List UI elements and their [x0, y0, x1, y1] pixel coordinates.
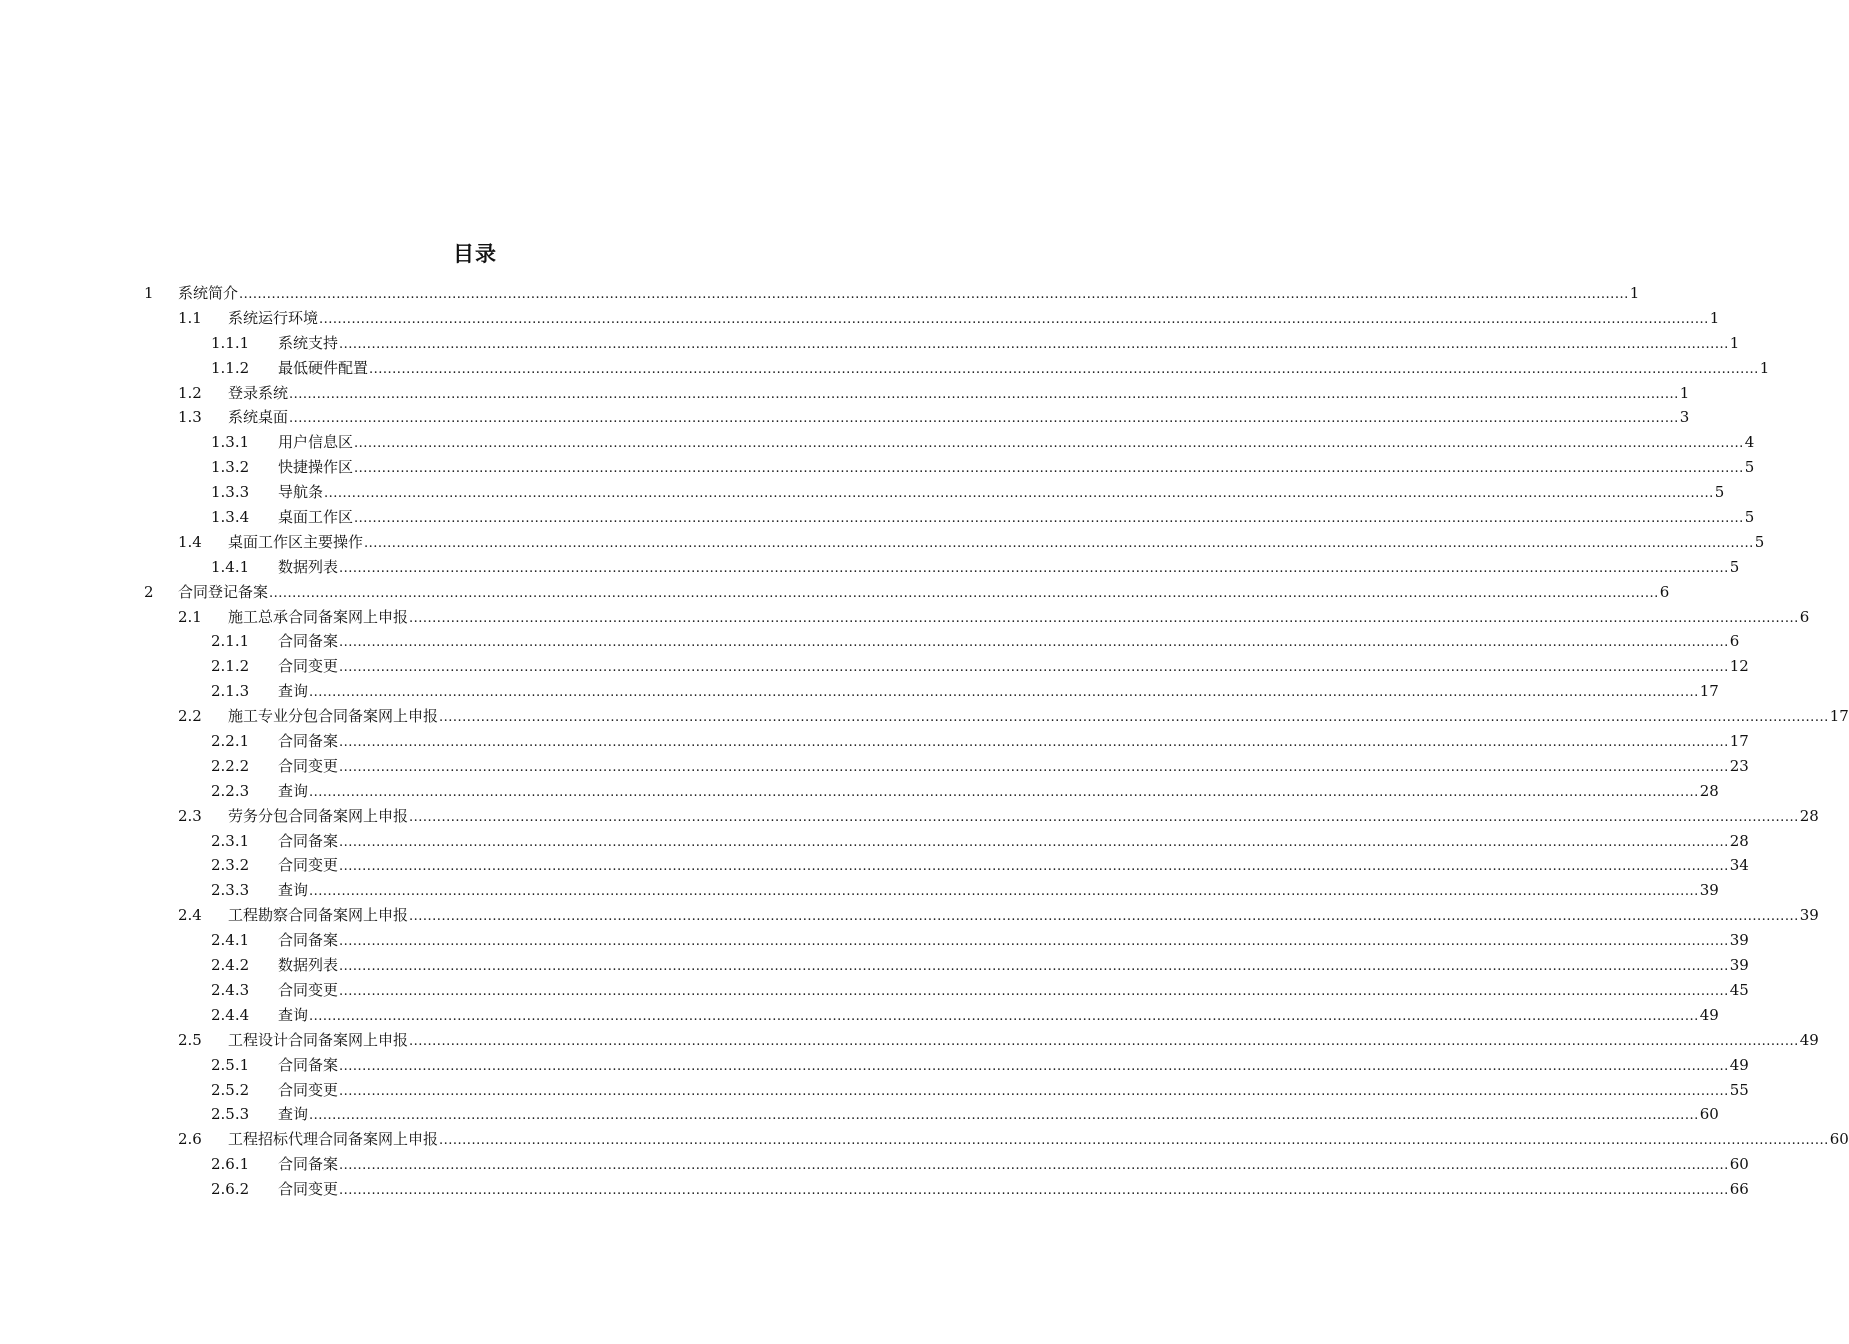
toc-entry-number: 2.2.2 — [211, 756, 250, 775]
toc-entry-number: 1.3.4 — [211, 508, 250, 527]
toc-entry[interactable] — [0, 1152, 1749, 1177]
toc-entry-title: 合同变更 — [278, 856, 339, 875]
toc-entry-title: 劳务分包合同备案网上申报 — [228, 806, 409, 825]
toc-entry-title: 查询 — [278, 781, 309, 800]
toc-entry-number: 2.3 — [178, 806, 202, 825]
page-title: 目录 — [453, 241, 497, 266]
toc-entry-page: 49 — [1699, 1005, 1719, 1024]
toc-entry[interactable] — [0, 1102, 1719, 1127]
toc-entry-title: 合同变更 — [278, 756, 339, 775]
toc-entry-line — [278, 505, 1755, 532]
toc-dot-leader: ............................................................................................................................................................................................................................................................................................................ — [289, 386, 1679, 402]
toc-entry-page: 60 — [1699, 1105, 1719, 1124]
toc-entry-line — [278, 1177, 1749, 1204]
toc-dot-leader: ............................................................................................................................................................................................................................................................................................................ — [339, 759, 1729, 775]
toc-entry[interactable] — [0, 306, 1720, 331]
toc-entry-page: 5 — [1744, 508, 1755, 527]
toc-entry-page: 39 — [1799, 906, 1819, 925]
toc-entry-number: 2.5.1 — [211, 1055, 250, 1074]
toc-entry-line — [278, 455, 1755, 482]
toc-dot-leader: ............................................................................................................................................................................................................................................................................................................ — [354, 511, 1744, 527]
toc-entry-title: 合同备案 — [278, 732, 339, 751]
toc-dot-leader: ............................................................................................................................................................................................................................................................................................................ — [339, 1183, 1729, 1199]
toc-entry-page: 55 — [1729, 1080, 1749, 1099]
toc-entry-page: 5 — [1754, 532, 1765, 551]
toc-entry-number: 1.1.1 — [211, 333, 250, 352]
toc-dot-leader: ............................................................................................................................................................................................................................................................................................................ — [339, 983, 1729, 999]
toc-dot-leader: ............................................................................................................................................................................................................................................................................................................ — [339, 336, 1729, 352]
toc-dot-leader: ............................................................................................................................................................................................................................................................................................................ — [339, 635, 1729, 651]
toc-entry-title: 查询 — [278, 1105, 309, 1124]
toc-entry-line — [228, 804, 1819, 831]
toc-entry-page: 12 — [1729, 657, 1749, 676]
toc-entry[interactable] — [0, 381, 1690, 406]
toc-dot-leader: ............................................................................................................................................................................................................................................................................................................ — [439, 710, 1829, 726]
toc-dot-leader: ............................................................................................................................................................................................................................................................................................................ — [339, 1083, 1729, 1099]
toc-entry[interactable] — [0, 679, 1719, 704]
toc-entry-title: 合同变更 — [278, 980, 339, 999]
toc-dot-leader: ............................................................................................................................................................................................................................................................................................................ — [289, 411, 1679, 427]
toc-entry-number: 2.2 — [178, 707, 202, 726]
toc-entry[interactable] — [0, 356, 1770, 381]
toc-entry-page: 28 — [1799, 806, 1819, 825]
toc-entry-title: 桌面工作区主要操作 — [228, 532, 364, 551]
toc-dot-leader: ............................................................................................................................................................................................................................................................................................................ — [309, 1008, 1699, 1024]
toc-entry-title: 合同变更 — [278, 1180, 339, 1199]
toc-entry-title: 施工总承合同备案网上申报 — [228, 607, 409, 626]
toc-entry-number: 2.6.2 — [211, 1180, 250, 1199]
toc-entry[interactable] — [0, 903, 1819, 928]
toc-entry-page: 39 — [1729, 931, 1749, 950]
toc-entry-title: 系统运行环境 — [228, 308, 319, 327]
toc-entry-number: 2.4.2 — [211, 956, 250, 975]
toc-entry-line — [278, 679, 1719, 706]
toc-dot-leader: ............................................................................................................................................................................................................................................................................................................ — [324, 486, 1714, 502]
toc-entry-title: 最低硬件配置 — [278, 358, 369, 377]
toc-entry-line — [278, 1078, 1749, 1105]
toc-entry-line — [278, 779, 1719, 806]
toc-dot-leader: ............................................................................................................................................................................................................................................................................................................ — [339, 959, 1729, 975]
toc-entry-title: 数据列表 — [278, 956, 339, 975]
toc-dot-leader: ............................................................................................................................................................................................................................................................................................................ — [369, 361, 1759, 377]
toc-entry-number: 2.5.3 — [211, 1105, 250, 1124]
toc-entry-title: 合同备案 — [278, 1055, 339, 1074]
toc-dot-leader: ............................................................................................................................................................................................................................................................................................................ — [339, 934, 1729, 950]
toc-entry[interactable] — [0, 1053, 1749, 1078]
toc-entry-page: 17 — [1829, 707, 1849, 726]
toc-dot-leader: ............................................................................................................................................................................................................................................................................................................ — [409, 909, 1799, 925]
toc-entry-page: 1 — [1729, 333, 1740, 352]
toc-entry[interactable] — [0, 829, 1749, 854]
toc-dot-leader: ............................................................................................................................................................................................................................................................................................................ — [339, 560, 1729, 576]
toc-entry-title: 工程勘察合同备案网上申报 — [228, 906, 409, 925]
toc-dot-leader: ............................................................................................................................................................................................................................................................................................................ — [309, 884, 1699, 900]
toc-entry-title: 合同备案 — [278, 1155, 339, 1174]
toc-entry[interactable] — [0, 455, 1755, 480]
toc-entry[interactable] — [0, 580, 1670, 605]
toc-entry-title: 工程招标代理合同备案网上申报 — [228, 1130, 439, 1149]
toc-entry[interactable] — [0, 1127, 1849, 1152]
toc-entry[interactable] — [0, 853, 1749, 878]
toc-entry-page: 60 — [1829, 1130, 1849, 1149]
toc-entry-title: 合同变更 — [278, 657, 339, 676]
toc-entry-number: 2.4.3 — [211, 980, 250, 999]
toc-entry[interactable] — [0, 1028, 1819, 1053]
toc-entry-number: 1.4.1 — [211, 557, 250, 576]
toc-entry-line — [278, 1053, 1749, 1080]
toc-dot-leader: ............................................................................................................................................................................................................................................................................................................ — [339, 859, 1729, 875]
toc-entry[interactable] — [0, 331, 1740, 356]
toc-entry-number: 2.1.1 — [211, 632, 250, 651]
toc-entry-page: 60 — [1729, 1155, 1749, 1174]
toc-entry-number: 1.3.1 — [211, 433, 250, 452]
toc-entry-line — [278, 1102, 1719, 1129]
toc-dot-leader: ............................................................................................................................................................................................................................................................................................................ — [309, 784, 1699, 800]
toc-entry-line — [278, 878, 1719, 905]
toc-entry-title: 导航条 — [278, 483, 324, 502]
toc-entry-page: 39 — [1699, 881, 1719, 900]
toc-entry-number: 2.2.1 — [211, 732, 250, 751]
toc-dot-leader: ............................................................................................................................................................................................................................................................................................................ — [309, 685, 1699, 701]
toc-entry[interactable] — [0, 654, 1749, 679]
toc-entry[interactable] — [0, 878, 1719, 903]
toc-entry-line — [278, 555, 1740, 582]
toc-entry-page: 3 — [1679, 408, 1690, 427]
toc-entry-line — [278, 430, 1755, 457]
toc-entry-title: 登录系统 — [228, 383, 289, 402]
toc-entry-page: 49 — [1729, 1055, 1749, 1074]
toc-entry-line — [278, 928, 1749, 955]
toc-entry-number: 1.1 — [178, 308, 202, 327]
toc-dot-leader: ............................................................................................................................................................................................................................................................................................................ — [354, 461, 1744, 477]
toc-entry-page: 28 — [1699, 781, 1719, 800]
toc-dot-leader: ............................................................................................................................................................................................................................................................................................................ — [339, 660, 1729, 676]
toc-dot-leader: ............................................................................................................................................................................................................................................................................................................ — [409, 1033, 1799, 1049]
toc-dot-leader: ............................................................................................................................................................................................................................................................................................................ — [409, 809, 1799, 825]
toc-entry-line — [228, 605, 1810, 632]
toc-entry-number: 2.3.1 — [211, 831, 250, 850]
toc-entry-line — [278, 356, 1770, 383]
toc-entry-line — [278, 754, 1749, 781]
toc-dot-leader: ............................................................................................................................................................................................................................................................................................................ — [339, 834, 1729, 850]
toc-dot-leader: ............................................................................................................................................................................................................................................................................................................ — [319, 311, 1709, 327]
toc-entry-line — [278, 654, 1749, 681]
toc-dot-leader: ............................................................................................................................................................................................................................................................................................................ — [339, 1058, 1729, 1074]
toc-entry[interactable] — [0, 953, 1749, 978]
toc-entry-title: 查询 — [278, 1005, 309, 1024]
toc-entry-page: 6 — [1729, 632, 1740, 651]
toc-entry-page: 1 — [1709, 308, 1720, 327]
toc-entry-number: 2.3.2 — [211, 856, 250, 875]
toc-entry-line — [178, 281, 1640, 308]
toc-entry-number: 2.6.1 — [211, 1155, 250, 1174]
toc-entry[interactable] — [0, 430, 1755, 455]
toc-entry[interactable] — [0, 978, 1749, 1003]
toc-entry-number: 1.3.2 — [211, 458, 250, 477]
toc-entry-page: 17 — [1729, 732, 1749, 751]
toc-entry-number: 2.2.3 — [211, 781, 250, 800]
toc-entry-page: 1 — [1629, 284, 1640, 302]
toc-entry-number: 1.1.2 — [211, 358, 250, 377]
toc-dot-leader: ............................................................................................................................................................................................................................................................................................................ — [354, 436, 1744, 452]
toc-entry-line — [228, 405, 1690, 432]
toc-entry-line — [278, 853, 1749, 880]
toc-entry[interactable] — [0, 629, 1740, 654]
toc-entry-page: 5 — [1744, 458, 1755, 477]
toc-entry[interactable] — [0, 480, 1725, 505]
toc-entry-title: 系统桌面 — [228, 408, 289, 427]
toc-dot-leader: ............................................................................................................................................................................................................................................................................................................ — [439, 1133, 1829, 1149]
toc-entry-page: 1 — [1679, 383, 1690, 402]
toc-entry-number: 2.1.3 — [211, 682, 250, 701]
toc-entry-line — [278, 1152, 1749, 1179]
toc-entry-page: 6 — [1799, 607, 1810, 626]
toc-entry[interactable] — [0, 704, 1849, 729]
toc-entry-number: 2 — [144, 582, 154, 601]
toc-entry-page: 23 — [1729, 756, 1749, 775]
toc-entry-line — [228, 381, 1690, 408]
toc-entry-line — [278, 953, 1749, 980]
toc-entry-line — [278, 629, 1740, 656]
toc-entry-page: 4 — [1744, 433, 1755, 452]
toc-entry-number: 1.3.3 — [211, 483, 250, 502]
toc-entry-title: 合同备案 — [278, 632, 339, 651]
toc-entry-line — [228, 1028, 1819, 1055]
toc-entry-title: 工程设计合同备案网上申报 — [228, 1030, 409, 1049]
toc-entry-page: 28 — [1729, 831, 1749, 850]
toc-entry-page: 34 — [1729, 856, 1749, 875]
toc-entry[interactable] — [0, 754, 1749, 779]
toc-dot-leader: ............................................................................................................................................................................................................................................................................................................ — [309, 1108, 1699, 1124]
toc-dot-leader: ............................................................................................................................................................................................................................................................................................................ — [409, 610, 1799, 626]
toc-entry-line — [228, 1127, 1849, 1154]
toc-entry-page: 45 — [1729, 980, 1749, 999]
toc-entry-line — [278, 978, 1749, 1005]
toc-entry-line — [178, 580, 1670, 607]
toc-entry-line — [278, 829, 1749, 856]
toc-entry-title: 合同备案 — [278, 931, 339, 950]
toc-entry-title: 系统支持 — [278, 333, 339, 352]
toc-entry-page: 5 — [1714, 483, 1725, 502]
toc-entry[interactable] — [0, 928, 1749, 953]
toc-entry-title: 数据列表 — [278, 557, 339, 576]
toc-entry-number: 1 — [144, 284, 154, 302]
toc-entry[interactable] — [0, 804, 1819, 829]
toc-dot-leader: ............................................................................................................................................................................................................................................................................................................ — [239, 287, 1629, 302]
toc-entry-page: 49 — [1799, 1030, 1819, 1049]
toc-entry[interactable] — [0, 1003, 1719, 1028]
toc-entry-title: 桌面工作区 — [278, 508, 354, 527]
toc-entry-number: 1.3 — [178, 408, 202, 427]
toc-entry-page: 39 — [1729, 956, 1749, 975]
toc-entry-title: 查询 — [278, 682, 309, 701]
toc-entry-line — [228, 903, 1819, 930]
toc-entry-page: 6 — [1659, 582, 1670, 601]
toc-entry-number: 1.2 — [178, 383, 202, 402]
toc-entry-line — [278, 729, 1749, 756]
toc-entry-number: 2.1 — [178, 607, 202, 626]
toc-entry-line — [278, 1003, 1719, 1030]
table-of-contents — [0, 281, 1849, 1202]
toc-entry[interactable] — [0, 1177, 1749, 1202]
toc-entry-number: 2.4.4 — [211, 1005, 250, 1024]
toc-entry-title: 施工专业分包合同备案网上申报 — [228, 707, 439, 726]
toc-entry-number: 2.3.3 — [211, 881, 250, 900]
toc-entry-title: 合同登记备案 — [178, 582, 269, 601]
toc-entry-page: 1 — [1759, 358, 1770, 377]
toc-entry-title: 合同备案 — [278, 831, 339, 850]
toc-entry-page: 17 — [1699, 682, 1719, 701]
toc-dot-leader: ............................................................................................................................................................................................................................................................................................................ — [339, 1158, 1729, 1174]
toc-entry[interactable] — [0, 530, 1765, 555]
toc-entry-number: 2.1.2 — [211, 657, 250, 676]
toc-entry-title: 快捷操作区 — [278, 458, 354, 477]
toc-dot-leader: ............................................................................................................................................................................................................................................................................................................ — [269, 585, 1659, 601]
toc-entry[interactable] — [0, 405, 1690, 430]
toc-entry[interactable] — [0, 505, 1755, 530]
toc-entry-title: 合同变更 — [278, 1080, 339, 1099]
toc-entry[interactable] — [0, 605, 1810, 630]
toc-entry[interactable] — [0, 1078, 1749, 1103]
toc-entry-title: 系统简介 — [178, 284, 239, 302]
toc-entry-number: 2.6 — [178, 1130, 202, 1149]
toc-entry-page: 66 — [1729, 1180, 1749, 1199]
toc-entry-number: 2.5 — [178, 1030, 202, 1049]
toc-entry-line — [278, 480, 1725, 507]
toc-entry-number: 1.4 — [178, 532, 202, 551]
toc-dot-leader: ............................................................................................................................................................................................................................................................................................................ — [339, 735, 1729, 751]
toc-entry-title: 用户信息区 — [278, 433, 354, 452]
toc-entry[interactable] — [0, 729, 1749, 754]
toc-dot-leader: ............................................................................................................................................................................................................................................................................................................ — [364, 535, 1754, 551]
toc-entry[interactable] — [0, 555, 1740, 580]
toc-entry-line — [228, 530, 1765, 557]
toc-entry-line — [228, 704, 1849, 731]
toc-entry-line — [278, 331, 1740, 358]
toc-entry-number: 2.5.2 — [211, 1080, 250, 1099]
toc-entry-line — [228, 306, 1720, 333]
toc-entry-page: 5 — [1729, 557, 1740, 576]
toc-entry[interactable] — [0, 281, 1640, 306]
toc-entry-number: 2.4 — [178, 906, 202, 925]
toc-entry[interactable] — [0, 779, 1719, 804]
toc-entry-title: 查询 — [278, 881, 309, 900]
toc-entry-number: 2.4.1 — [211, 931, 250, 950]
